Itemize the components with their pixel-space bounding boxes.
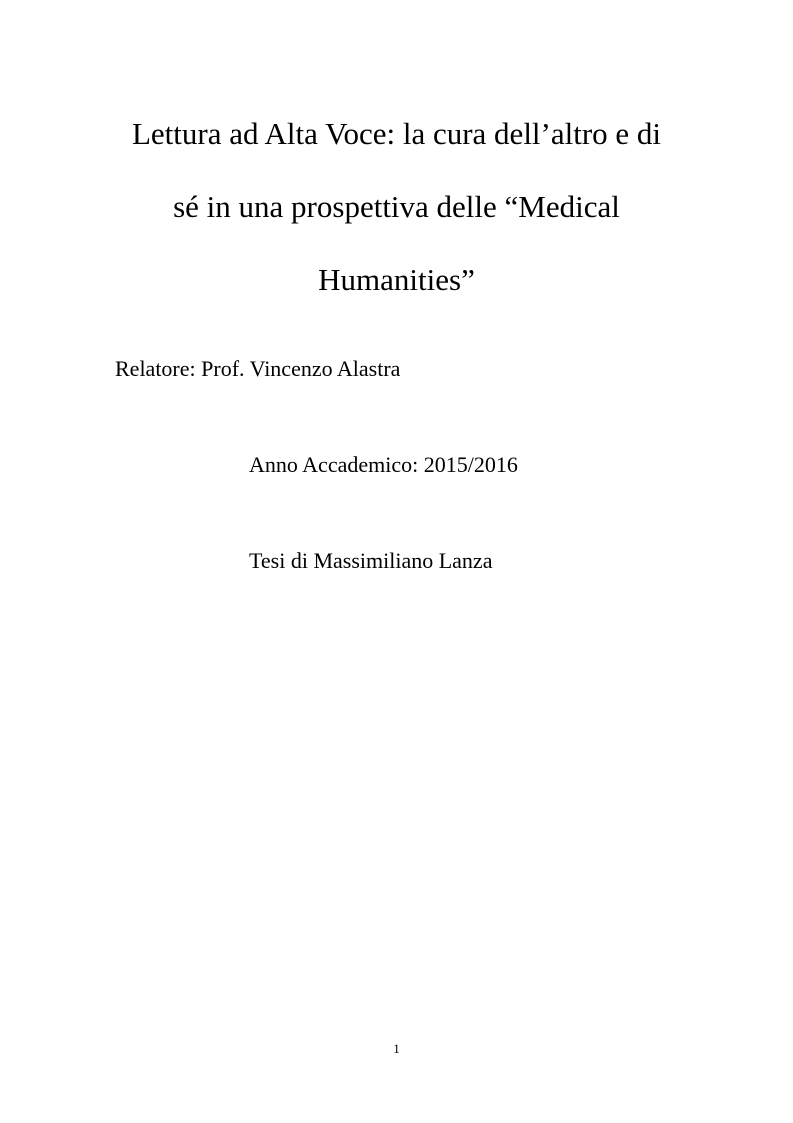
page-number: 1 [393,1041,400,1056]
author-line: Tesi di Massimiliano Lanza [249,548,493,573]
academic-year-line: Anno Accademico: 2015/2016 [249,452,518,477]
title-line-1: Lettura ad Alta Voce: la cura dell’altro e di [131,116,662,151]
title-line-3: Humanities” [318,262,475,297]
title-line-2: sé in una prospettiva delle “Medical [173,189,620,224]
supervisor-line: Relatore: Prof. Vincenzo Alastra [115,356,401,381]
